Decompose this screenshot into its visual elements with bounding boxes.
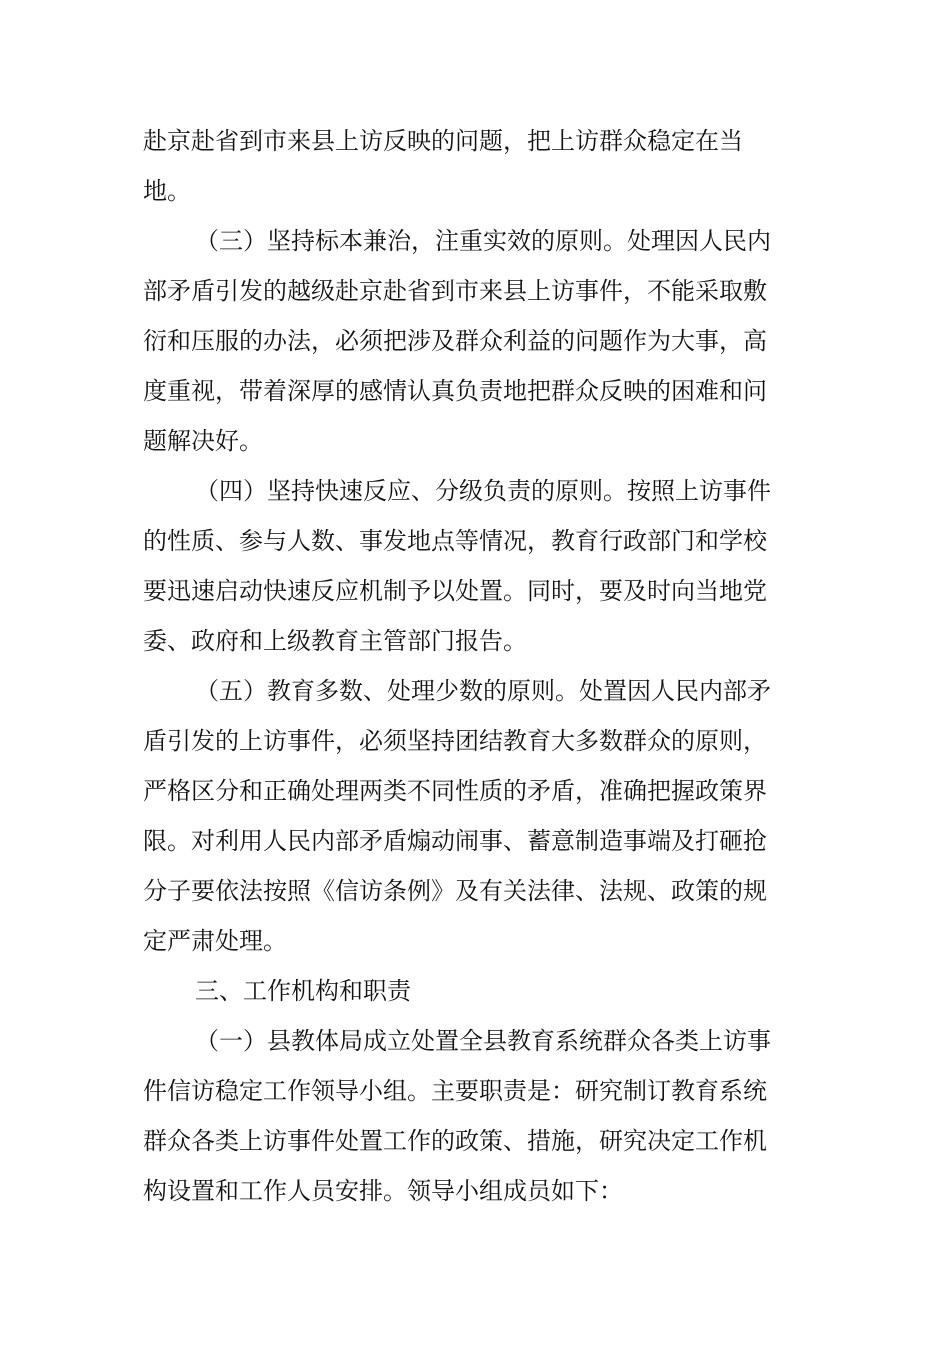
text-line-5: 衍和压服的办法，必须把涉及群众利益的问题作为大事，高 (143, 327, 767, 355)
text-line-3: （三）坚持标本兼治，注重实效的原则。处理因人民内 (195, 227, 771, 255)
text-line-7: 题解决好。 (143, 427, 263, 455)
text-line-10: 要迅速启动快速反应机制予以处置。同时，要及时向当地党 (143, 577, 767, 605)
section-heading: 三、工作机构和职责 (195, 977, 411, 1005)
text-line-16: 分子要依法按照《信访条例》及有关法律、法规、政策的规 (143, 877, 767, 905)
text-line-2: 地。 (143, 177, 191, 205)
text-line-6: 度重视，带着深厚的感情认真负责地把群众反映的困难和问 (143, 377, 767, 405)
text-line-14: 严格区分和正确处理两类不同性质的矛盾，准确把握政策界 (143, 777, 767, 805)
text-line-4: 部矛盾引发的越级赴京赴省到市来县上访事件，不能采取敷 (143, 277, 767, 305)
text-line-19: （一）县教体局成立处置全县教育系统群众各类上访事 (195, 1027, 771, 1055)
text-line-12: （五）教育多数、处理少数的原则。处置因人民内部矛 (195, 677, 771, 705)
text-line-13: 盾引发的上访事件，必须坚持团结教育大多数群众的原则， (143, 727, 767, 755)
text-line-15: 限。对利用人民内部矛盾煽动闹事、蓄意制造事端及打砸抢 (143, 827, 767, 855)
text-line-1: 赴京赴省到市来县上访反映的问题，把上访群众稳定在当 (143, 127, 743, 155)
text-line-17: 定严肃处理。 (143, 927, 287, 955)
text-line-11: 委、政府和上级教育主管部门报告。 (143, 627, 527, 655)
text-line-21: 群众各类上访事件处置工作的政策、措施，研究决定工作机 (143, 1127, 767, 1155)
text-line-8: （四）坚持快速反应、分级负责的原则。按照上访事件 (195, 477, 771, 505)
text-line-22: 构设置和工作人员安排。领导小组成员如下： (143, 1177, 623, 1205)
text-line-20: 件信访稳定工作领导小组。主要职责是：研究制订教育系统 (143, 1077, 767, 1105)
text-line-9: 的性质、参与人数、事发地点等情况，教育行政部门和学校 (143, 527, 767, 555)
